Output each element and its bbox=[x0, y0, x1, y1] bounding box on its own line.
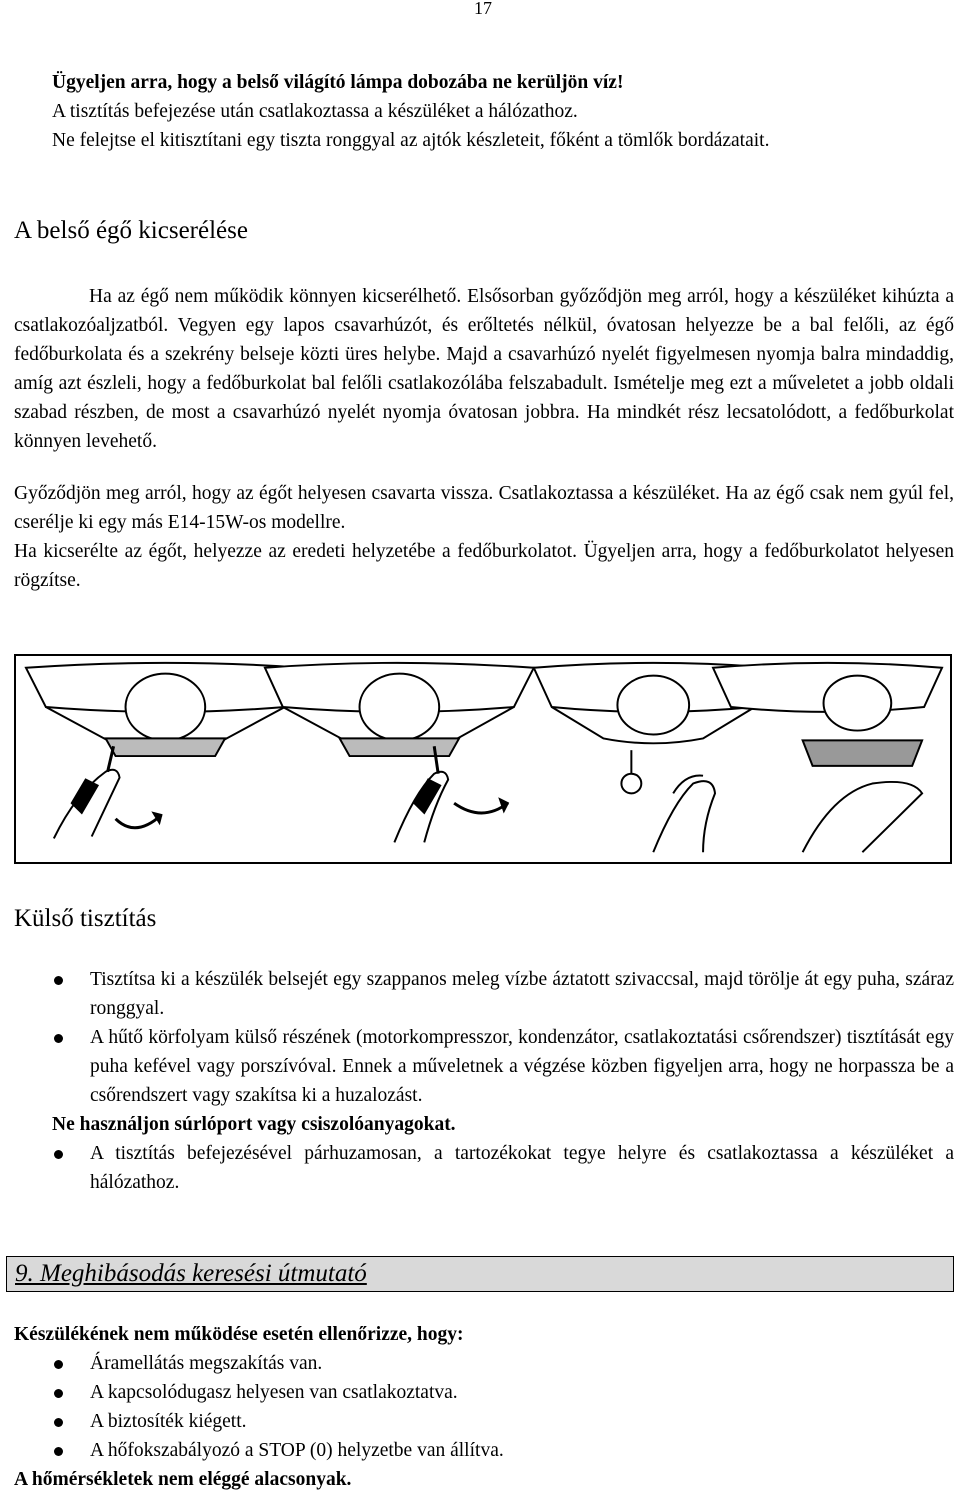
external-cleaning-list-2 bbox=[14, 1139, 954, 1197]
list-item bbox=[14, 1436, 954, 1465]
list-item bbox=[14, 1349, 954, 1378]
bulb-paragraph-3: Ha kicserélte az égőt, helyezze az eredeti helyzetébe a fedőburkolatot. Ügyeljen arra, hogy a fedőburkolatot helyesen rögzítse. bbox=[14, 541, 954, 591]
check-heading: Készülékének nem működése esetén ellenőrizze, hogy: bbox=[14, 1324, 464, 1345]
section-title: 9. Meghibásodás keresési útmutató bbox=[15, 1260, 367, 1287]
bullet-icon bbox=[54, 1389, 63, 1398]
warning-reconnect: A tisztítás befejezése után csatlakoztassa a készüléket a hálózathoz. bbox=[52, 101, 578, 122]
bullet-icon bbox=[54, 1418, 63, 1427]
check-list bbox=[14, 1349, 954, 1465]
list-item bbox=[14, 1023, 954, 1110]
bullet-icon bbox=[54, 976, 63, 985]
warning-block bbox=[52, 68, 954, 155]
list-item bbox=[14, 965, 954, 1023]
list-item bbox=[14, 1139, 954, 1197]
page-number: 17 bbox=[474, 0, 492, 18]
list-item-text: A hőfokszabályozó a STOP (0) helyzetbe van állítva. bbox=[90, 1440, 504, 1461]
list-item-text: Áramellátás megszakítás van. bbox=[90, 1353, 323, 1374]
list-item bbox=[14, 1378, 954, 1407]
list-item-text: A kapcsolódugasz helyesen van csatlakoztatva. bbox=[90, 1382, 458, 1403]
illustration-step-2 bbox=[265, 663, 534, 843]
bullet-icon bbox=[54, 1150, 63, 1159]
external-cleaning-heading: Külső tisztítás bbox=[14, 905, 157, 932]
bulb-replacement-illustration bbox=[14, 654, 952, 864]
illustration-svg bbox=[16, 656, 950, 862]
list-item-text: Tisztítsa ki a készülék belsejét egy szappanos meleg vízbe áztatott szivaccsal, majd törölje át egy puha, száraz ronggyal. bbox=[90, 969, 954, 1019]
bulb-heading: A belső égő kicserélése bbox=[14, 217, 248, 244]
bullet-icon bbox=[54, 1034, 63, 1043]
bulb-paragraph-1: Ha az égő nem működik könnyen kicserélhető. Elsősorban győződjön meg arról, hogy a készüléket kihúzta a csatlakozóaljzatból. Vegyen egy lapos csavarhúzót, és erőltetés nélkül, óvatosan helyezze be a bal felőli, az égő fedőburkolata és a szekrény belseje közti üres helybe. Majd a csavarhúzó nyelét figyelmesen nyomja balra mindaddig, amíg azt észleli, hogy a fedőburkolat bal felőli csatlakozólába felszabadult. Ismételje meg ezt a műveletet a jobb oldali szabad részben, de most a csavarhúzó nyelét nyomja óvatosan jobbra. Ha mindkét rész lecsatolódott, a fedőburkolat könnyen levehető. bbox=[14, 286, 954, 452]
troubleshooting-content bbox=[14, 1320, 954, 1494]
bullet-icon bbox=[54, 1447, 63, 1456]
abrasive-warning: Ne használjon súrlóport vagy csiszolóanyagokat. bbox=[52, 1114, 456, 1135]
list-item-text: A hűtő körfolyam külső részének (motorkompresszor, kondenzátor, csatlakoztatási csőrendszer) tisztítását egy puha kefével vagy porszívóval. Ennek a műveletnek a végzése közben figyeljen arra, hogy ne horpassza be a csőrendszert vagy szakítsa ki a huzalozást. bbox=[90, 1027, 954, 1106]
list-item bbox=[14, 1407, 954, 1436]
bulb-paragraph-2: Győződjön meg arról, hogy az égőt helyesen csavarta vissza. Csatlakoztassa a készüléket. Ha az égő csak nem gyúl fel, cserélje ki egy más E14-15W-os modellre. bbox=[14, 483, 954, 533]
list-item-text: A tisztítás befejezésével párhuzamosan, a tartozékokat tegye helyre és csatlakoztassa a készüléket a hálózathoz. bbox=[90, 1143, 954, 1193]
list-item-text: A biztosíték kiégett. bbox=[90, 1411, 247, 1432]
bullet-icon bbox=[54, 1360, 63, 1369]
warning-clean-door: Ne felejtse el kitisztítani egy tiszta ronggyal az ajtók készleteit, főként a tömlők bordázatait. bbox=[52, 130, 770, 151]
warning-water: Ügyeljen arra, hogy a belső világító lámpa dobozába ne kerüljön víz! bbox=[52, 72, 624, 93]
illustration-step-1 bbox=[26, 663, 305, 839]
temperature-heading: A hőmérsékletek nem eléggé alacsonyak. bbox=[14, 1469, 352, 1490]
external-cleaning-content bbox=[14, 965, 954, 1197]
bulb-instructions bbox=[14, 282, 954, 595]
external-cleaning-list bbox=[14, 965, 954, 1110]
illustration-step-4 bbox=[713, 663, 942, 852]
section-title-bar bbox=[6, 1256, 954, 1292]
